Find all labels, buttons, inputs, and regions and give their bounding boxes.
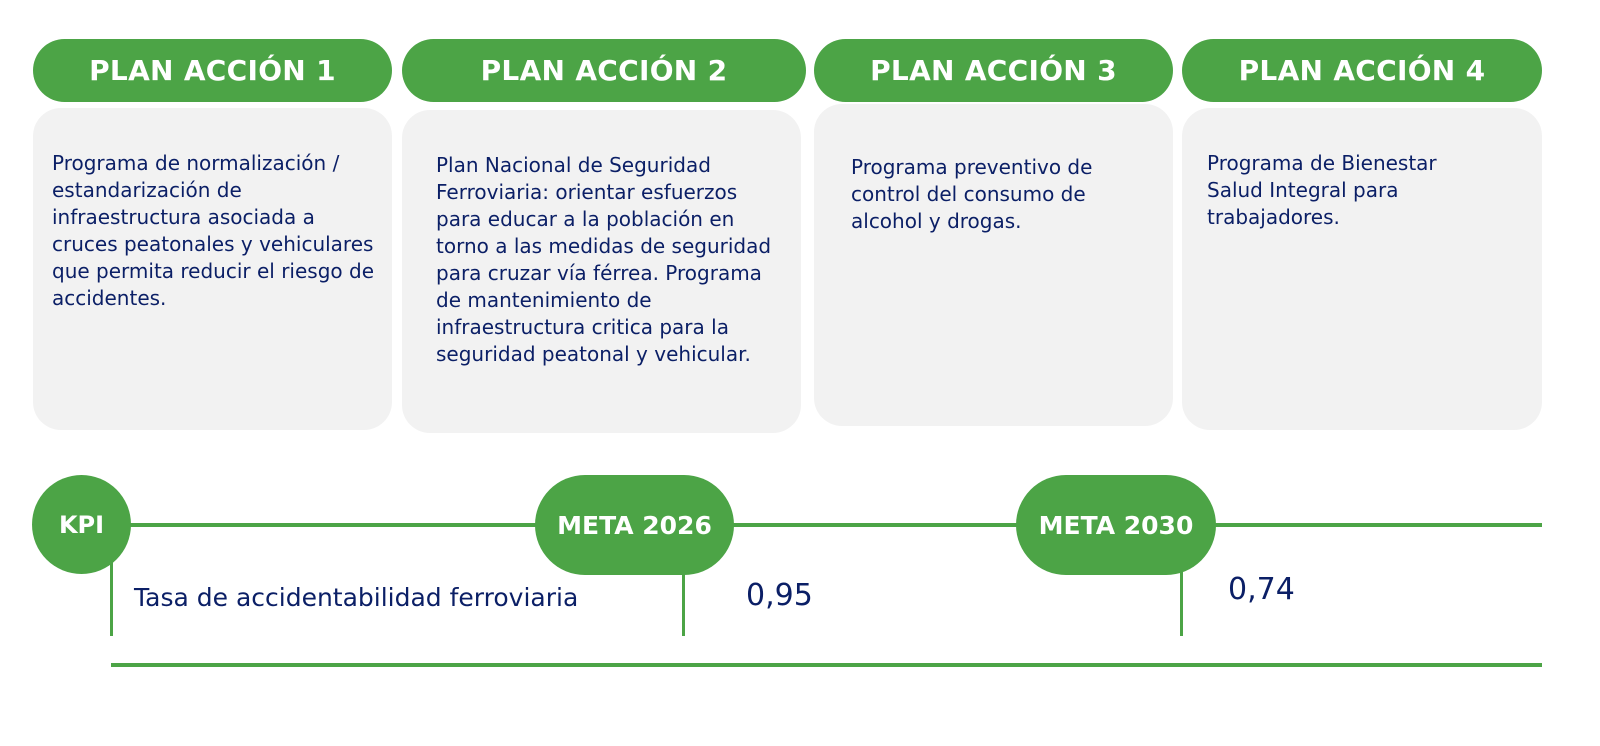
plan-3-description: Programa preventivo de control del consumo de alcohol y drogas. — [851, 155, 1093, 233]
meta-2030-badge: META 2030 — [1016, 475, 1216, 575]
plan-1-header: PLAN ACCIÓN 1 — [33, 39, 392, 102]
meta-2026-value: 0,95 — [746, 578, 813, 613]
meta-2030-value: 0,74 — [1228, 572, 1295, 607]
plan-2-header: PLAN ACCIÓN 2 — [402, 39, 806, 102]
timeline-line — [100, 523, 1542, 527]
plan-3-card — [814, 104, 1173, 426]
plan-4-header: PLAN ACCIÓN 4 — [1182, 39, 1542, 102]
plan-1-card — [33, 108, 392, 430]
plan-3-header: PLAN ACCIÓN 3 — [814, 39, 1173, 102]
plan-4-description: Programa de Bienestar Salud Integral para trabajadores. — [1207, 151, 1437, 229]
plan-1-description: Programa de normalización / estandarización de infraestructura asociada a cruces peatonales y vehiculares que permita reducir el riesgo de accidentes. — [52, 151, 375, 310]
plan-4-card — [1182, 108, 1542, 430]
kpi-badge: KPI — [32, 475, 131, 574]
kpi-name: Tasa de accidentabilidad ferroviaria — [134, 583, 579, 612]
bottom-rule — [111, 663, 1542, 667]
meta-2026-badge: META 2026 — [535, 475, 734, 575]
plan-2-description: Plan Nacional de Seguridad Ferroviaria: orientar esfuerzos para educar a la población en torno a las medidas de seguridad para cruzar vía férrea. Programa de mantenimiento de infraestructura critica para la seguridad peatonal y vehicular. — [436, 153, 772, 366]
kpi-divider — [110, 560, 113, 636]
plan-2-card — [402, 110, 801, 433]
